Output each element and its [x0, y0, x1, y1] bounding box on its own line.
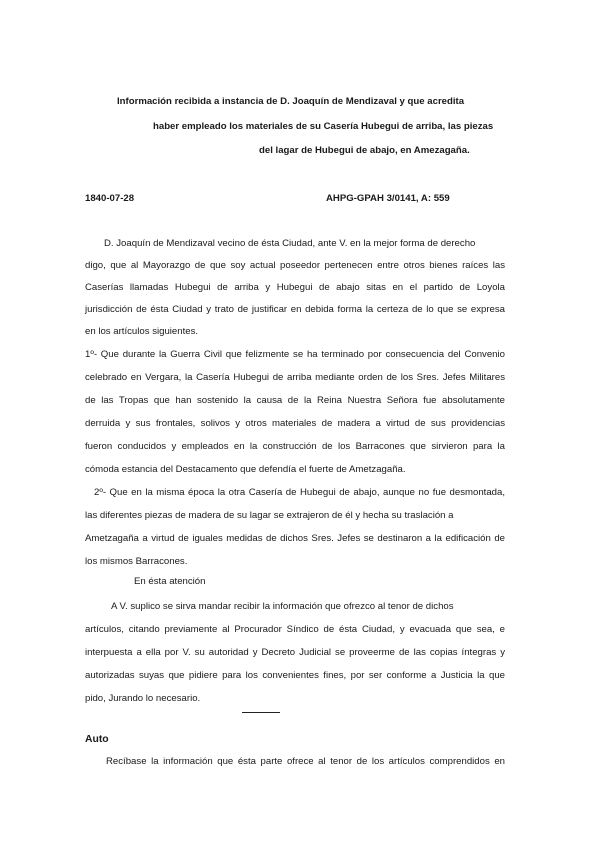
section-divider	[242, 712, 280, 713]
paragraph-line: Caserías llamadas Hubegui de arriba y Hubegui de abajo sitas en el partido de Loyola	[85, 282, 505, 293]
paragraph-line: jurisdicción de ésta Ciudad y trato de justificar en debida forma la certeza de lo que se expresa	[85, 304, 505, 315]
petition-line: A V. suplico se sirva mandar recibir la información que ofrezco al tenor de dichos	[111, 601, 454, 612]
archive-reference: AHPG-GPAH 3/0141, A: 559	[326, 193, 450, 204]
article-2-line: 2º- Que en la misma época la otra Casería de Hubegui de abajo, aunque no fue desmontada,	[94, 487, 505, 498]
article-1-line: celebrado en Vergara, la Casería Hubegui de arriba mediante orden de los Sres. Jefes Militares	[85, 372, 505, 383]
auto-heading: Auto	[85, 734, 109, 745]
petition-line: pido, Jurando lo necesario.	[85, 693, 201, 704]
paragraph-line: D. Joaquín de Mendizaval vecino de ésta Ciudad, ante V. en la mejor forma de derecho	[104, 238, 476, 249]
petition-line: artículos, citando previamente al Procurador Síndico de ésta Ciudad, y evacuada que sea, e	[85, 624, 505, 635]
paragraph-line: digo, que al Mayorazgo de que soy actual poseedor pertenecen entre otros bienes raíces las	[85, 260, 505, 271]
article-2-line: los mismos Barracones.	[85, 556, 188, 567]
article-1-line: cómoda estancia del Destacamento que defendía el fuerte de Ametzagaña.	[85, 464, 406, 475]
title-line-1: Información recibida a instancia de D. Joaquín de Mendizaval y que acredita	[117, 96, 465, 107]
article-2-line: las diferentes piezas de madera de su lagar se extrajeron de él y hecha su traslación a	[85, 510, 454, 521]
attention-line: En ésta atención	[134, 576, 206, 587]
article-1-line: de las Tropas que han sostenido la causa de la Reina Nuestra Señora fue absolutamente	[85, 395, 505, 406]
article-1-line: fueron conducidos y empleados en la construcción de los Barracones que sirvieron para la	[85, 441, 505, 452]
petition-line: interpuesta a ella por V. su autoridad y Decreto Judicial se proveerme de las copias íntegras y	[85, 647, 505, 658]
article-1-line: 1º- Que durante la Guerra Civil que felizmente se ha terminado por consecuencia del Convenio	[85, 349, 505, 360]
auto-paragraph-line: Recíbase la información que ésta parte ofrece al tenor de los artículos comprendidos en	[106, 756, 505, 767]
article-2-line: Ametzagaña a virtud de iguales medidas de dichos Sres. Jefes se destinaron a la edificación de	[85, 533, 505, 544]
title-line-2: haber empleado los materiales de su Casería Hubegui de arriba, las piezas	[153, 121, 494, 132]
article-1-line: derruida y sus frontales, solivos y otros materiales de madera a virtud de sus providencias	[85, 418, 505, 429]
title-line-3: del lagar de Hubegui de abajo, en Amezagaña.	[259, 145, 470, 156]
paragraph-line: en los artículos siguientes.	[85, 326, 199, 337]
document-date: 1840-07-28	[85, 193, 135, 204]
petition-line: autorizadas suyas que pidiere para los convenientes fines, por ser conforme a Justicia la que	[85, 670, 505, 681]
